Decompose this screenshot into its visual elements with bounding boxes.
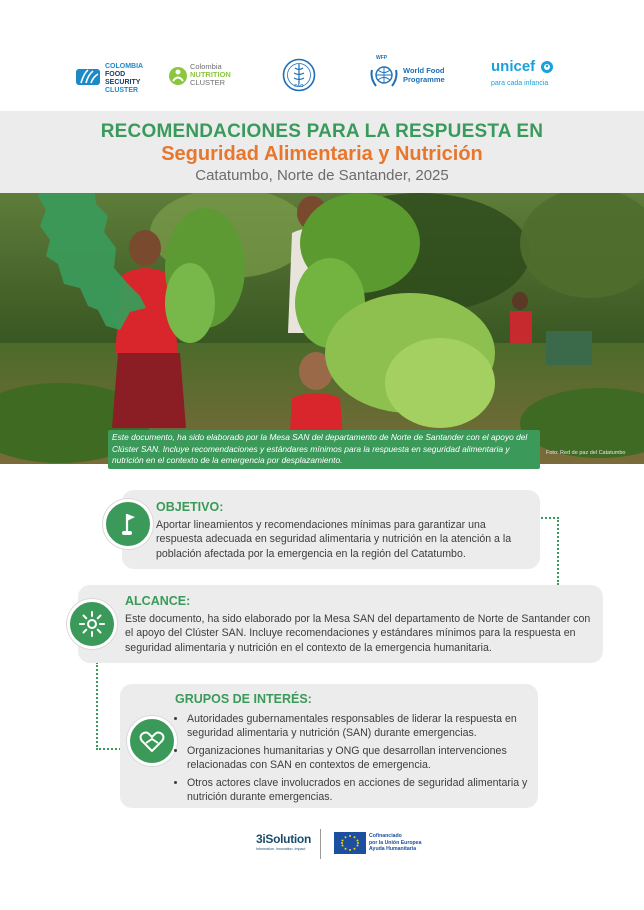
logo-fsc-line3: CLUSTER — [105, 87, 139, 94]
wfp-small-text: WFP — [376, 55, 388, 61]
alcance-circle — [67, 599, 117, 649]
nutrition-cluster-icon — [168, 66, 188, 86]
unicef-tagline: para cada infancia — [491, 80, 549, 87]
eu-line2: por la Unión Europea — [369, 839, 422, 846]
logo-fao — [282, 58, 316, 92]
grupos-item-3: • Otros actores clave involucrados en acciones de seguridad alimentaria y nutrición durante emergencias. — [187, 776, 543, 804]
logo-nut-line3: CLUSTER — [190, 78, 226, 87]
title-line3: Catatumbo, Norte de Santander, 2025 — [195, 167, 449, 184]
objetivo-circle — [103, 499, 153, 549]
alcance-heading: ALCANCE: — [125, 594, 191, 608]
grupos-item-1: • Autoridades gubernamentales responsables de liderar la respuesta en seguridad alimentaria y nutrición (SAN) durante emergencias. — [187, 712, 543, 740]
solution-tagline: Information. Innovation. Impact — [256, 847, 306, 851]
eu-line1: Cofinanciado — [369, 833, 402, 839]
title-line2: Seguridad Alimentaria y Nutrición — [161, 143, 483, 165]
unicef-wordmark: unicef — [491, 58, 536, 75]
connector-objetivo — [541, 517, 559, 585]
logo-wfp — [368, 55, 452, 90]
alcance-text: Este documento, ha sido elaborado por la Mesa SAN del departamento de Norte de Santander con el apoyo del Clúster SAN. Incluye recomendaciones y estándares mínimos para la respuesta en seguridad alimentaria y nutrición en el contexto de la emergencia humanitaria. — [125, 613, 591, 654]
unicef-globe-icon — [540, 60, 554, 74]
photo-credit: Foto: Red de paz del Catatumbo — [546, 450, 626, 456]
objetivo-heading: OBJETIVO: — [156, 500, 224, 514]
target-scope-icon — [70, 602, 114, 646]
logo-colombia-fsc — [76, 62, 160, 94]
logo-nut-line1: Colombia — [190, 62, 222, 71]
eu-line3: Ayuda Humanitaria — [369, 846, 417, 853]
grupos-item-2: • Organizaciones humanitarias y ONG que desarrollan intervenciones relacionadas con SAN en contextos de emergencia. — [187, 744, 543, 772]
wheat-icon — [76, 65, 102, 87]
heart-hands-icon — [130, 719, 174, 763]
grupos-list — [175, 712, 543, 808]
grupos-circle — [127, 716, 177, 766]
logo-fsc-line1: COLOMBIA — [105, 63, 144, 70]
footer-divider — [320, 829, 321, 859]
flag-icon — [106, 502, 150, 546]
grupos-heading: GRUPOS DE INTERÉS: — [175, 692, 312, 706]
title-line1: RECOMENDACIONES PARA LA RESPUESTA EN — [100, 121, 544, 142]
photo-caption: Este documento, ha sido elaborado por la Mesa SAN del departamento de Norte de Santander con el apoyo del Clúster SAN. Incluye recomendaciones y estándares mínimos para la respuesta en seguridad alimentaria y nutrición en el contexto de la emergencia por desplazamiento. — [108, 430, 540, 469]
logo-nutrition-cluster — [168, 62, 244, 90]
solution-wordmark: 3iSolution — [256, 832, 311, 846]
logo-wfp-line1: World Food — [403, 66, 445, 75]
logo-eu — [334, 832, 434, 856]
fao-text: FAO — [294, 83, 304, 88]
norte-de-santander-map — [36, 193, 146, 340]
wfp-emblem-icon — [368, 60, 400, 90]
eu-flag-icon — [334, 832, 366, 854]
logo-3isolution — [256, 832, 318, 856]
logo-fsc-line2: FOOD SECURITY — [105, 71, 141, 86]
logo-nut-line2: NUTRITION — [190, 70, 231, 79]
objetivo-text: Aportar lineamientos y recomendaciones mínimas para garantizar una respuesta adecuada en seguridad alimentaria y nutrición en la atención a la población afectada por la emergencia en la región del Catatumbo. — [156, 519, 512, 560]
hero-photo — [0, 193, 644, 464]
logo-unicef — [491, 58, 563, 92]
logo-wfp-line2: Programme — [403, 75, 445, 84]
